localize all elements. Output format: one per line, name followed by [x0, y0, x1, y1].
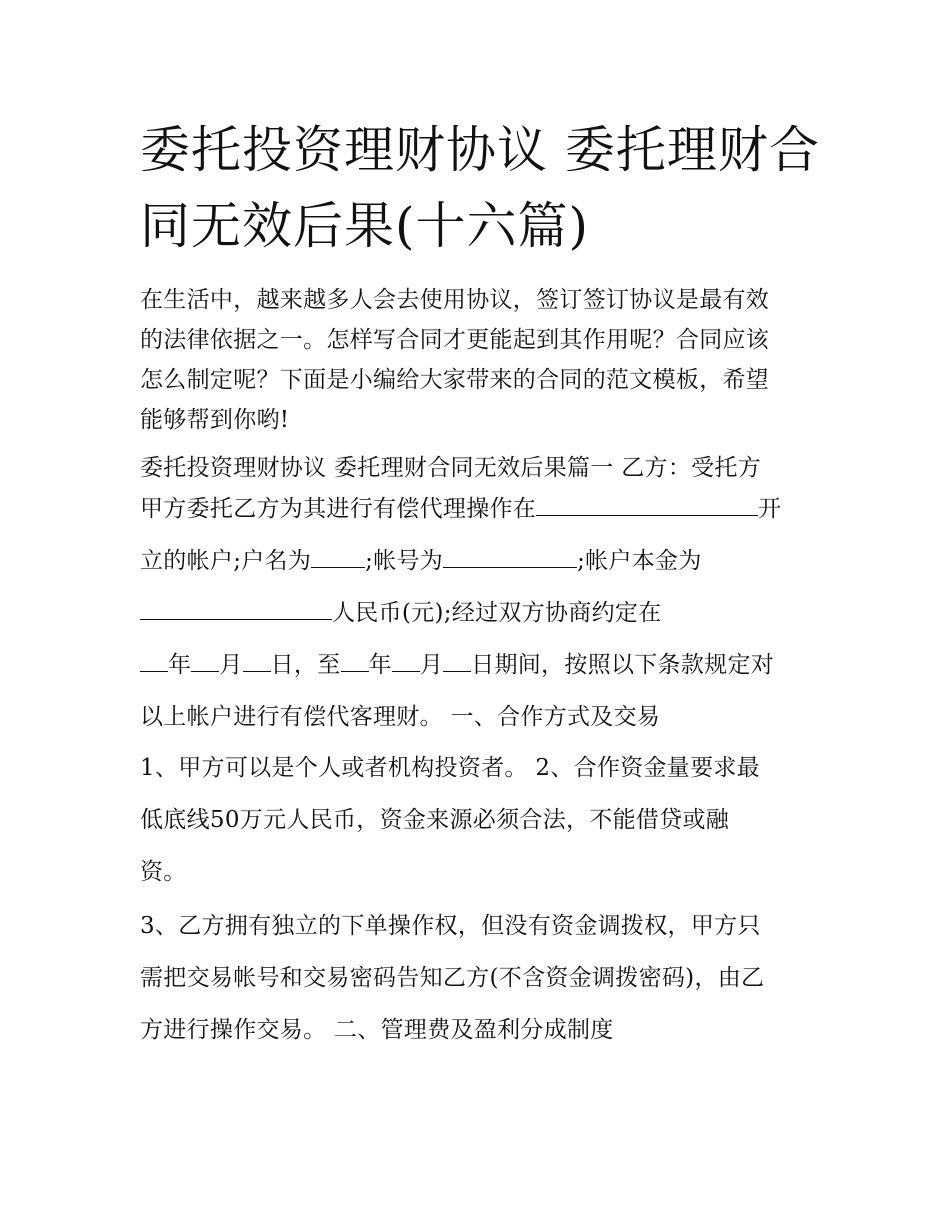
account-name-blank — [311, 543, 365, 568]
clause-text: 甲方委托乙方为其进行有偿代理操作在 — [140, 496, 537, 522]
clause-line-1 — [140, 484, 820, 536]
clause-line-5: 以上帐户进行有偿代客理财。 一、合作方式及交易 — [140, 704, 661, 730]
clause-paragraph — [140, 484, 820, 742]
capital-amount-blank — [140, 595, 332, 620]
item-line-3: 资。 — [140, 859, 187, 885]
section-heading — [140, 448, 820, 488]
title-line-1: 委托投资理财协议 委托理财合 — [140, 121, 820, 179]
intro-line-1: 在生活中，越来越多人会去使用协议，签订签订协议是最有效 — [140, 287, 770, 313]
end-month-blank — [392, 647, 420, 672]
clause-text: 立的帐户;户名为 — [140, 548, 312, 574]
clause-text: 年 — [368, 652, 392, 678]
item-line-2: 低底线50万元人民币，资金来源必须合法，不能借贷或融 — [140, 807, 730, 833]
document-title — [140, 112, 820, 264]
item3-line-1: 3、乙方拥有独立的下单操作权，但没有资金调拨权，甲方只 — [140, 913, 761, 939]
account-location-blank — [536, 491, 758, 516]
item3-line-3: 方进行操作交易。 二、管理费及盈利分成制度 — [140, 1017, 614, 1043]
intro-paragraph — [140, 280, 820, 440]
item-3-paragraph — [140, 900, 820, 1056]
start-year-blank — [140, 647, 168, 672]
section-heading-line: 委托投资理财协议 委托理财合同无效后果篇一 乙方：受托方 — [140, 455, 762, 481]
intro-line-3: 怎么制定呢？下面是小编给大家带来的合同的范文模板，希望 — [140, 367, 770, 393]
clause-line-3 — [140, 588, 820, 640]
item-line-1: 1、甲方可以是个人或者机构投资者。 2、合作资金量要求最 — [140, 755, 760, 781]
start-day-blank — [243, 647, 271, 672]
title-line-2: 同无效后果(十六篇) — [140, 197, 590, 255]
item3-line-2: 需把交易帐号和交易密码告知乙方(不含资金调拨密码)，由乙 — [140, 965, 765, 991]
clause-text: 日期间，按照以下条款规定对 — [471, 652, 775, 678]
account-number-blank — [443, 543, 577, 568]
start-month-blank — [191, 647, 219, 672]
end-day-blank — [443, 647, 471, 672]
intro-line-4: 能够帮到你哟! — [140, 407, 290, 433]
intro-line-2: 的法律依据之一。怎样写合同才更能起到其作用呢？合同应该 — [140, 327, 770, 353]
clause-text: 日，至 — [270, 652, 341, 678]
clause-text: ;帐号为 — [365, 548, 444, 574]
clause-line-2 — [140, 536, 820, 588]
clause-text: 月 — [419, 652, 444, 678]
clause-text: ;帐户本金为 — [577, 548, 702, 574]
clause-text: 月 — [219, 652, 243, 678]
clause-text: 人民币(元);经过双方协商约定在 — [332, 600, 662, 626]
clause-line-4 — [140, 640, 820, 692]
items-1-2-paragraph — [140, 742, 820, 898]
clause-text: 开 — [758, 496, 782, 522]
clause-text: 年 — [168, 652, 192, 678]
document-body — [140, 280, 820, 1056]
end-year-blank — [341, 647, 369, 672]
